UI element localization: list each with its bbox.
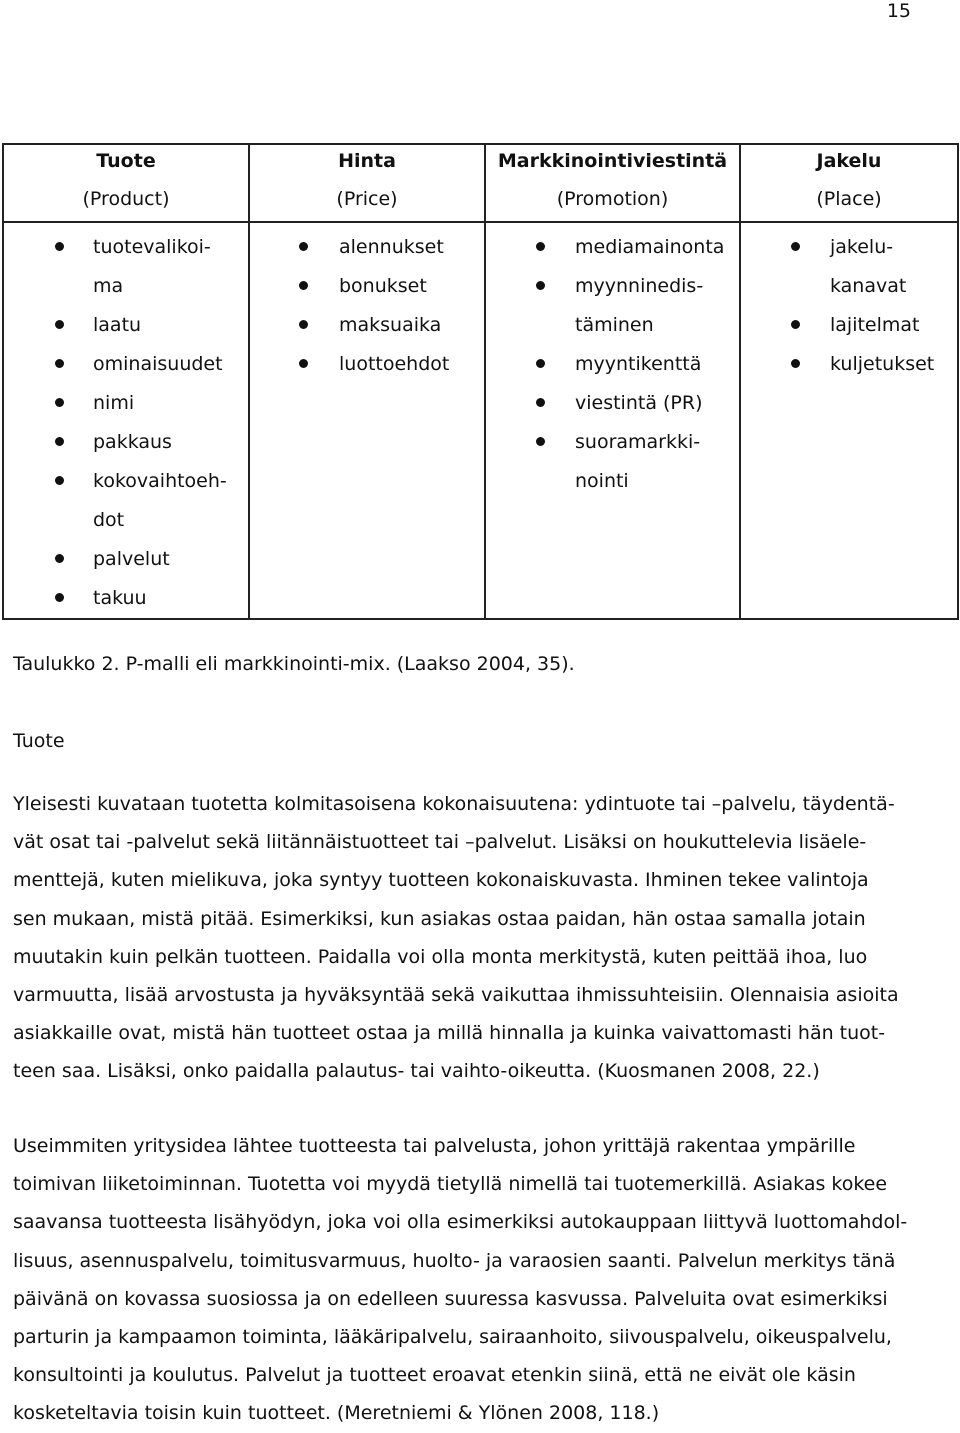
list-item [4, 228, 248, 267]
list-item [741, 306, 957, 345]
list-item [741, 345, 957, 384]
list-item-text: laatu [93, 314, 142, 336]
bullet-icon [299, 320, 308, 329]
list-item-text: alennukset [339, 236, 444, 258]
table-body-row [3, 222, 958, 619]
bullet-icon [791, 359, 800, 368]
list-item [4, 345, 248, 384]
list-item-text: palvelut [93, 548, 170, 570]
header-cell-price [249, 144, 485, 222]
product-list [4, 223, 248, 618]
bullet-icon [55, 593, 64, 602]
list-item [486, 384, 739, 423]
price-list [250, 223, 484, 384]
promotion-items-cell [485, 222, 740, 619]
list-item [741, 228, 957, 267]
column-heading: Jakelu [816, 150, 882, 172]
text-line: kosketeltavia toisin kuin tuotteet. (Meretniemi & Ylönen 2008, 118.) [13, 1402, 660, 1425]
bullet-icon [55, 476, 64, 485]
list-item-text: nimi [93, 392, 135, 414]
text-line: sen mukaan, mistä pitää. Esimerkiksi, kun asiakas ostaa paidan, hän ostaa samalla jotain [13, 907, 866, 930]
list-item-text: bonukset [339, 275, 427, 297]
text-line: muutakin kuin pelkän tuotteen. Paidalla voi olla monta merkitystä, kuten peittää ihoa, luo [13, 945, 868, 968]
column-heading: Markkinointiviestintä [497, 150, 728, 172]
text-line: asiakkaille ovat, mistä hän tuotteet ostaa ja millä hinnalla ja kuinka vaivattomasti hän tuot- [13, 1022, 886, 1045]
bullet-icon [791, 242, 800, 251]
list-item [250, 306, 484, 345]
list-item [4, 501, 248, 540]
paragraph-1 [13, 785, 945, 1091]
list-item-text: lajitelmat [830, 314, 920, 336]
paragraph-2 [13, 1127, 945, 1433]
list-item [250, 267, 484, 306]
column-subheading: (Promotion) [556, 188, 669, 210]
promotion-list [486, 223, 739, 501]
list-item [4, 423, 248, 462]
marketing-mix-table [2, 143, 959, 620]
bullet-icon [536, 281, 545, 290]
column-subheading: (Place) [816, 188, 882, 210]
list-item-text: myynninedis- [575, 275, 704, 297]
bullet-icon [55, 437, 64, 446]
text-line: teen saa. Lisäksi, onko paidalla palautus- tai vaihto-oikeutta. (Kuosmanen 2008, 22.) [13, 1060, 820, 1083]
list-item [4, 384, 248, 423]
list-item [250, 228, 484, 267]
list-item-text: luottoehdot [339, 353, 450, 375]
bullet-icon [791, 320, 800, 329]
table-header-row [3, 144, 958, 222]
list-item [4, 540, 248, 579]
bullet-icon [55, 359, 64, 368]
page-number: 15 [886, 0, 911, 22]
list-item-text: kokovaihtoeh- [93, 470, 227, 492]
list-item [486, 423, 739, 462]
text-line: konsultointi ja koulutus. Palvelut ja tuotteet eroavat etenkin siinä, että ne eivät ole käsin [13, 1364, 856, 1387]
list-item [486, 267, 739, 306]
list-item [4, 579, 248, 618]
list-item-text: dot [93, 509, 125, 531]
price-items-cell [249, 222, 485, 619]
header-cell-product [3, 144, 249, 222]
text-line: Useimmiten yritysidea lähtee tuotteesta tai palvelusta, johon yrittäjä rakentaa ympärille [13, 1135, 856, 1157]
table-caption: Taulukko 2. P-malli eli markkinointi-mix. (Laakso 2004, 35). [13, 653, 575, 675]
list-item-text: takuu [93, 587, 147, 609]
text-line: menttejä, kuten mielikuva, joka syntyy tuotteen kokonaiskuvasta. Ihminen tekee valintoja [13, 869, 869, 892]
bullet-icon [55, 242, 64, 251]
text-line: saavansa tuotteesta lisähyödyn, joka voi olla esimerkiksi autokauppaan liittyvä luottomahdol- [13, 1211, 908, 1234]
header-cell-promotion [485, 144, 740, 222]
header-cell-place [740, 144, 958, 222]
list-item-text: ma [93, 275, 124, 297]
list-item-text: nointi [575, 470, 629, 492]
list-item-text: maksuaika [339, 314, 442, 336]
bullet-icon [536, 359, 545, 368]
list-item [486, 306, 739, 345]
section-heading: Tuote [13, 730, 65, 752]
bullet-icon [536, 242, 545, 251]
list-item [4, 306, 248, 345]
bullet-icon [536, 398, 545, 407]
list-item [4, 462, 248, 501]
text-line: varmuutta, lisää arvostusta ja hyväksyntää sekä vaikuttaa ihmissuhteisiin. Olennaisia asioita [13, 984, 899, 1007]
list-item-text: kanavat [830, 275, 907, 297]
text-line: parturin ja kampaamon toiminta, lääkäripalvelu, sairaanhoito, siivouspalvelu, oikeuspalvelu, [13, 1326, 892, 1349]
text-line: toimivan liiketoiminnan. Tuotetta voi myydä tietyllä nimellä tai tuotemerkillä. Asiakas kokee [13, 1173, 888, 1196]
list-item [486, 462, 739, 501]
place-items-cell [740, 222, 958, 619]
list-item-text: jakelu- [830, 236, 894, 258]
list-item-text: tuotevalikoi- [93, 236, 211, 258]
list-item-text: ominaisuudet [93, 353, 223, 375]
list-item [486, 228, 739, 267]
list-item-text: kuljetukset [830, 353, 935, 375]
list-item [741, 267, 957, 306]
bullet-icon [55, 554, 64, 563]
list-item-text: viestintä (PR) [575, 392, 703, 414]
list-item [486, 345, 739, 384]
list-item-text: täminen [575, 314, 654, 336]
bullet-icon [299, 281, 308, 290]
place-list [741, 223, 957, 384]
text-line: vät osat tai -palvelut sekä liitännäistuotteet tai –palvelut. Lisäksi on houkuttelevia lisäele- [13, 831, 867, 854]
bullet-icon [55, 398, 64, 407]
list-item-text: suoramarkki- [575, 431, 701, 453]
list-item-text: myyntikenttä [575, 353, 702, 375]
bullet-icon [299, 359, 308, 368]
column-subheading: (Price) [336, 188, 398, 210]
text-line: lisuus, asennuspalvelu, toimitusvarmuus, huolto- ja varaosien saanti. Palvelun merkitys tänä [13, 1249, 896, 1272]
list-item [4, 267, 248, 306]
list-item-text: pakkaus [93, 431, 172, 453]
bullet-icon [55, 320, 64, 329]
column-subheading: (Product) [82, 188, 170, 210]
column-heading: Tuote [96, 150, 156, 172]
product-items-cell [3, 222, 249, 619]
column-heading: Hinta [338, 150, 396, 172]
list-item [250, 345, 484, 384]
bullet-icon [299, 242, 308, 251]
text-line: Yleisesti kuvataan tuotetta kolmitasoisena kokonaisuutena: ydintuote tai –palvelu, täydentä- [13, 793, 895, 815]
list-item-text: mediamainonta [575, 236, 725, 258]
text-line: päivänä on kovassa suosiossa ja on edelleen suuressa kasvussa. Palveluita ovat esimerkiksi [13, 1287, 888, 1310]
bullet-icon [536, 437, 545, 446]
